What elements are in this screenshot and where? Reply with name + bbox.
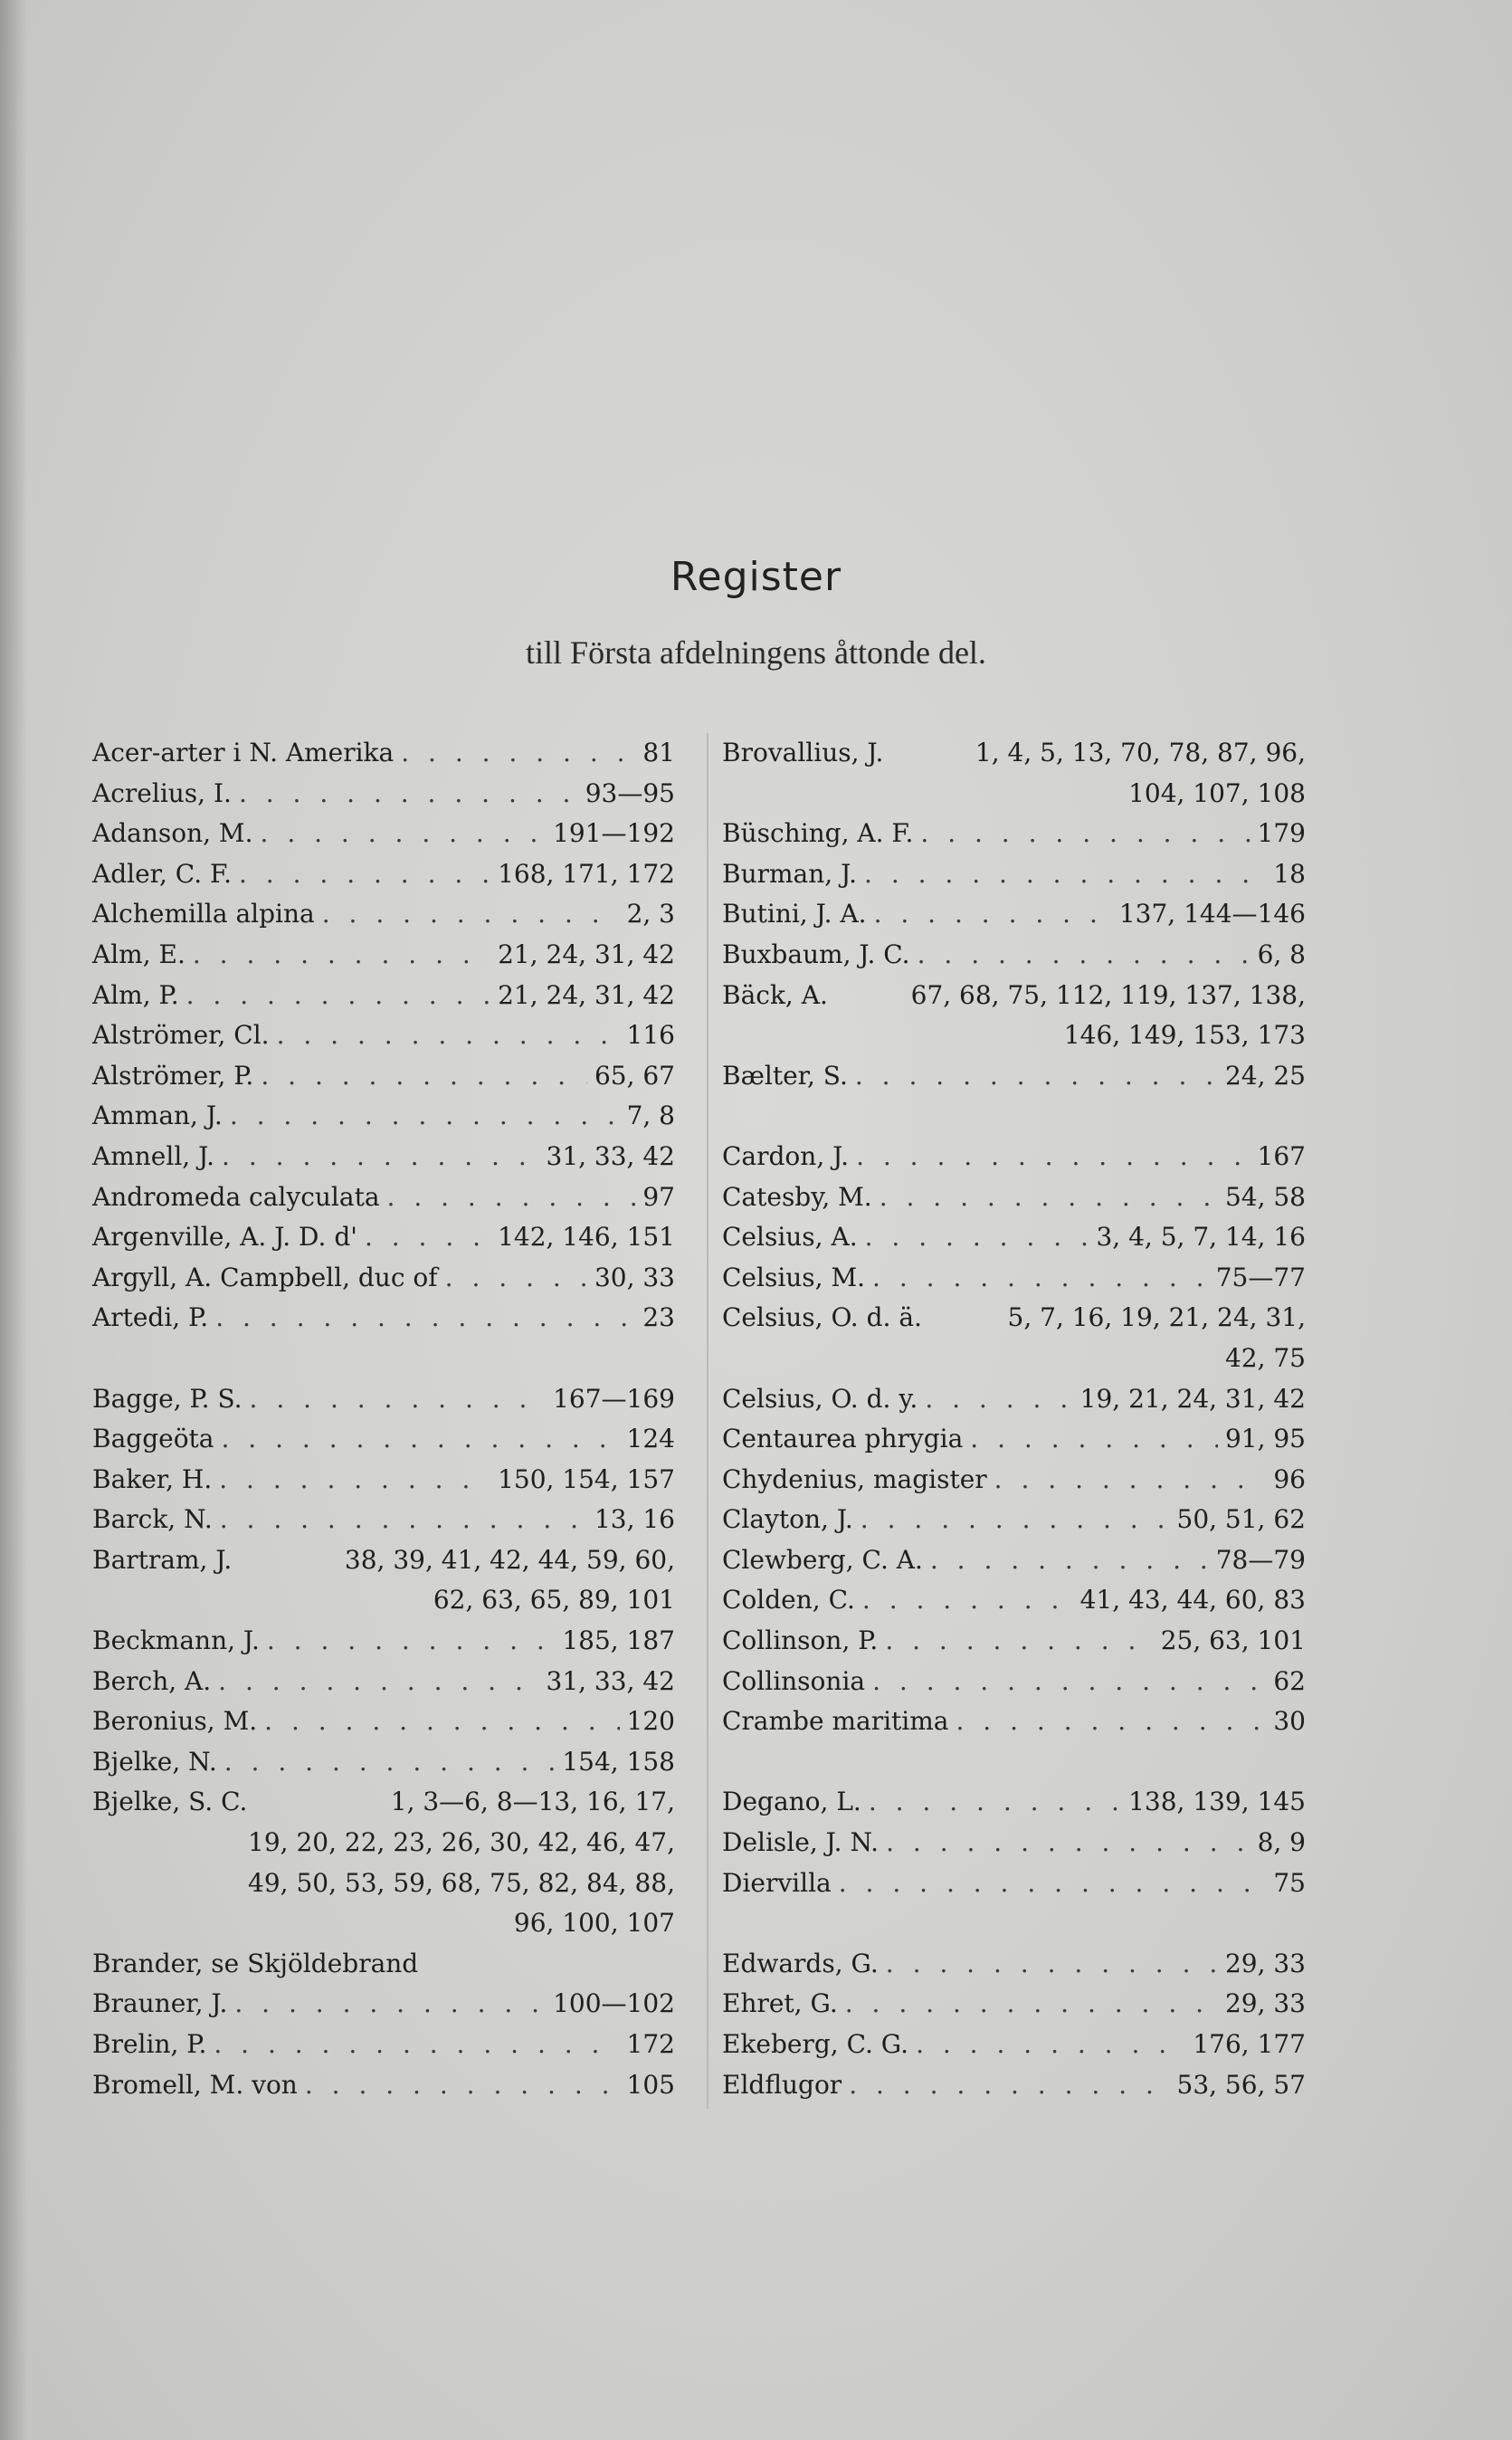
dot-leader bbox=[215, 1298, 635, 1339]
index-entry bbox=[722, 1540, 1306, 1581]
index-entry bbox=[722, 1984, 1306, 2025]
entry-page-refs: 185, 187 bbox=[562, 1625, 675, 1656]
dot-leader bbox=[214, 2025, 619, 2065]
entry-page-refs: 75 bbox=[1273, 1867, 1306, 1898]
entry-heading: Collinsonia bbox=[722, 1665, 866, 1696]
entry-page-refs: 105 bbox=[626, 2069, 675, 2100]
page-title: Register bbox=[670, 554, 842, 600]
index-entry bbox=[722, 1419, 1306, 1460]
index-entry bbox=[92, 1177, 675, 1218]
entry-heading: Celsius, O. d. y. bbox=[722, 1383, 918, 1414]
entry-page-refs: 6, 8 bbox=[1257, 939, 1306, 969]
page-edge-shadow bbox=[0, 0, 27, 2440]
entry-heading: Collinson, P. bbox=[722, 1625, 879, 1656]
dot-leader bbox=[277, 1015, 620, 1056]
entry-page-refs: 176, 177 bbox=[1193, 2029, 1306, 2059]
entry-page-refs: 67, 68, 75, 112, 119, 137, 138, bbox=[910, 979, 1306, 1010]
dot-leader bbox=[219, 1460, 490, 1501]
dot-leader bbox=[222, 1419, 620, 1460]
index-entry bbox=[92, 1460, 675, 1501]
index-entry bbox=[722, 894, 1306, 935]
dot-leader bbox=[869, 1782, 1121, 1823]
entry-page-refs: 54, 58 bbox=[1224, 1181, 1306, 1212]
entry-heading: Baker, H. bbox=[92, 1463, 213, 1494]
index-entry bbox=[722, 1217, 1306, 1258]
entry-page-refs-continued: 49, 50, 53, 59, 68, 75, 82, 84, 88, bbox=[248, 1867, 675, 1898]
dot-leader bbox=[918, 935, 1250, 976]
entry-heading: Argyll, A. Campbell, duc of bbox=[92, 1262, 438, 1292]
dot-leader bbox=[218, 1662, 538, 1702]
entry-page-refs: 29, 33 bbox=[1224, 1988, 1306, 2019]
entry-heading: Adler, C. F. bbox=[92, 858, 232, 889]
entry-page-refs: 24, 25 bbox=[1224, 1060, 1306, 1091]
dot-leader bbox=[322, 894, 620, 935]
entry-page-refs-continued: 96, 100, 107 bbox=[513, 1908, 675, 1939]
entry-page-refs: 154, 158 bbox=[562, 1746, 675, 1777]
index-entry bbox=[92, 774, 675, 815]
dot-leader bbox=[365, 1217, 490, 1258]
entry-page-refs: 3, 4, 5, 7, 14, 16 bbox=[1096, 1222, 1306, 1253]
entry-page-refs: 23 bbox=[642, 1302, 675, 1333]
entry-heading: Amnell, J. bbox=[92, 1140, 215, 1171]
dot-leader bbox=[261, 1056, 587, 1097]
index-entry bbox=[92, 2065, 675, 2106]
index-entry bbox=[92, 1258, 675, 1299]
entry-heading: Beckmann, J. bbox=[92, 1625, 260, 1656]
index-entry bbox=[92, 1015, 675, 1056]
index-entry bbox=[92, 1944, 675, 1985]
entry-page-refs: 150, 154, 157 bbox=[498, 1463, 675, 1494]
entry-heading: Bagge, P. S. bbox=[92, 1383, 242, 1414]
index-entry bbox=[92, 976, 675, 1016]
index-entry bbox=[722, 1500, 1306, 1540]
entry-page-refs: 1, 4, 5, 13, 70, 78, 87, 96, bbox=[975, 738, 1306, 767]
index-entry bbox=[92, 1217, 675, 1258]
entry-heading: Acer-arter i N. Amerika bbox=[92, 738, 395, 767]
entry-page-refs: 179 bbox=[1257, 818, 1306, 849]
dot-leader bbox=[445, 1258, 587, 1299]
entry-heading: Amman, J. bbox=[92, 1101, 223, 1131]
index-entry bbox=[92, 1419, 675, 1460]
dot-leader bbox=[267, 1621, 555, 1662]
dot-leader bbox=[845, 1984, 1218, 2025]
entry-page-refs: 31, 33, 42 bbox=[546, 1665, 675, 1696]
index-entry bbox=[722, 1823, 1306, 1863]
entry-heading: Alströmer, Cl. bbox=[92, 1020, 270, 1051]
index-entry bbox=[92, 814, 675, 854]
entry-heading: Baggeöta bbox=[92, 1424, 214, 1454]
entry-page-refs: 137, 144—146 bbox=[1118, 899, 1306, 929]
entry-heading: Eldflugor bbox=[722, 2069, 842, 2100]
dot-leader bbox=[930, 1540, 1209, 1581]
dot-leader bbox=[250, 1379, 547, 1420]
entry-page-refs: 91, 95 bbox=[1224, 1424, 1306, 1454]
index-entry bbox=[722, 1944, 1306, 1985]
dot-leader bbox=[239, 854, 490, 895]
dot-leader bbox=[224, 1742, 556, 1783]
entry-page-refs: 25, 63, 101 bbox=[1160, 1625, 1306, 1656]
entry-page-refs: 96 bbox=[1273, 1463, 1306, 1494]
index-entry bbox=[92, 1742, 675, 1783]
index-entry bbox=[722, 1137, 1306, 1177]
entry-page-refs: 120 bbox=[626, 1706, 675, 1737]
index-entry bbox=[92, 1379, 675, 1420]
dot-leader bbox=[861, 1500, 1170, 1540]
entry-heading: Buxbaum, J. C. bbox=[722, 939, 910, 969]
entry-page-refs: 29, 33 bbox=[1224, 1948, 1306, 1978]
dot-leader bbox=[970, 1419, 1218, 1460]
dot-leader bbox=[920, 814, 1250, 854]
entry-page-refs: 168, 171, 172 bbox=[498, 858, 675, 889]
entry-heading: Clayton, J. bbox=[722, 1504, 853, 1535]
dot-leader bbox=[872, 1258, 1209, 1299]
index-entry bbox=[722, 1298, 1306, 1378]
dot-leader bbox=[855, 1056, 1218, 1097]
entry-page-refs: 5, 7, 16, 19, 21, 24, 31, bbox=[1007, 1302, 1306, 1333]
entry-page-refs: 142, 146, 151 bbox=[498, 1222, 675, 1253]
entry-heading: Centaurea phrygia bbox=[722, 1424, 964, 1454]
dot-leader bbox=[885, 1621, 1153, 1662]
entry-page-refs: 93—95 bbox=[585, 777, 675, 808]
entry-page-refs: 116 bbox=[626, 1020, 675, 1051]
entry-heading: Delisle, J. N. bbox=[722, 1827, 880, 1858]
entry-heading: Celsius, A. bbox=[722, 1222, 858, 1253]
entry-page-refs: 100—102 bbox=[553, 1988, 675, 2019]
index-entry bbox=[92, 1096, 675, 1137]
entry-heading: Degano, L. bbox=[722, 1787, 861, 1817]
index-entry bbox=[92, 2025, 675, 2065]
entry-heading: Clewberg, C. A. bbox=[722, 1544, 923, 1575]
index-entry bbox=[92, 1298, 675, 1339]
index-entry bbox=[722, 2065, 1306, 2106]
entry-page-refs: 172 bbox=[626, 2029, 675, 2059]
dot-leader bbox=[264, 1701, 619, 1742]
dot-leader bbox=[886, 1944, 1218, 1985]
entry-page-refs: 18 bbox=[1273, 858, 1306, 889]
index-entry bbox=[722, 1056, 1306, 1097]
dot-leader bbox=[862, 1580, 1073, 1621]
entry-page-refs-continued: 62, 63, 65, 89, 101 bbox=[433, 1585, 675, 1616]
dot-leader bbox=[886, 1823, 1250, 1863]
entry-heading: Barck, N. bbox=[92, 1504, 213, 1535]
entry-page-refs: 41, 43, 44, 60, 83 bbox=[1079, 1585, 1306, 1616]
entry-page-refs: 65, 67 bbox=[594, 1060, 675, 1091]
entry-page-refs: 13, 16 bbox=[594, 1504, 675, 1535]
entry-page-refs: 138, 139, 145 bbox=[1128, 1787, 1306, 1817]
entry-page-refs: 38, 39, 41, 42, 44, 59, 60, bbox=[344, 1544, 675, 1575]
entry-heading: Bjelke, N. bbox=[92, 1746, 217, 1777]
dot-leader bbox=[956, 1701, 1266, 1742]
entry-page-refs: 97 bbox=[642, 1181, 675, 1212]
entry-page-refs: 78—79 bbox=[1215, 1544, 1306, 1575]
dot-leader bbox=[239, 774, 578, 815]
dot-leader bbox=[839, 1863, 1267, 1904]
entry-heading: Chydenius, magister bbox=[722, 1463, 987, 1494]
dot-leader bbox=[305, 2065, 620, 2106]
entry-heading: Adanson, M. bbox=[92, 818, 253, 849]
index-entry bbox=[92, 1662, 675, 1702]
entry-heading: Crambe maritima bbox=[722, 1706, 949, 1737]
entry-heading: Alströmer, P. bbox=[92, 1060, 254, 1091]
index-entry bbox=[722, 1621, 1306, 1662]
entry-page-refs: 7, 8 bbox=[626, 1101, 675, 1131]
dot-leader bbox=[874, 894, 1112, 935]
entry-page-refs: 21, 24, 31, 42 bbox=[498, 979, 675, 1010]
entry-heading: Ehret, G. bbox=[722, 1988, 838, 2019]
entry-page-refs: 2, 3 bbox=[626, 899, 675, 929]
entry-page-refs-continued: 42, 75 bbox=[1224, 1342, 1306, 1373]
entry-heading: Beronius, M. bbox=[92, 1706, 258, 1737]
dot-leader bbox=[856, 1137, 1250, 1177]
index-entry bbox=[92, 1056, 675, 1097]
entry-heading: Brelin, P. bbox=[92, 2029, 207, 2059]
index-entry bbox=[722, 1662, 1306, 1702]
index-entry bbox=[92, 1984, 675, 2025]
entry-heading: Argenville, A. J. D. d' bbox=[92, 1222, 357, 1253]
index-entry bbox=[92, 854, 675, 895]
entry-heading: Edwards, G. bbox=[722, 1948, 879, 1978]
entry-heading: Cardon, J. bbox=[722, 1140, 850, 1171]
index-column-left bbox=[92, 733, 675, 2105]
entry-page-refs: 1, 3—6, 8—13, 16, 17, bbox=[390, 1787, 675, 1817]
index-entry bbox=[722, 854, 1306, 895]
index-entry bbox=[92, 1500, 675, 1540]
entry-heading: Büsching, A. F. bbox=[722, 818, 914, 849]
entry-heading: Celsius, O. d. ä. bbox=[722, 1302, 922, 1333]
page-subtitle: till Första afdelningens åttonde del. bbox=[526, 634, 986, 671]
dot-leader bbox=[401, 733, 635, 774]
dot-leader bbox=[387, 1177, 636, 1218]
entry-heading: Catesby, M. bbox=[722, 1181, 872, 1212]
entry-page-refs: 31, 33, 42 bbox=[546, 1140, 675, 1171]
index-entry bbox=[92, 894, 675, 935]
index-entry bbox=[722, 976, 1306, 1056]
index-entry bbox=[722, 1258, 1306, 1299]
entry-heading: Brauner, J. bbox=[92, 1988, 228, 2019]
index-entry bbox=[722, 814, 1306, 854]
entry-page-refs-continued: 104, 107, 108 bbox=[1128, 777, 1306, 808]
entry-heading: Alchemilla alpina bbox=[92, 899, 315, 929]
dot-leader bbox=[925, 1379, 1072, 1420]
dot-leader bbox=[849, 2065, 1169, 2106]
column-divider bbox=[707, 733, 708, 2109]
index-entry bbox=[722, 1379, 1306, 1420]
index-entry bbox=[92, 935, 675, 976]
entry-page-refs: 30, 33 bbox=[594, 1262, 675, 1292]
index-entry bbox=[722, 1863, 1306, 1904]
entry-heading: Butini, J. A. bbox=[722, 899, 867, 929]
index-entry bbox=[722, 1701, 1306, 1742]
dot-leader bbox=[234, 1984, 546, 2025]
entry-heading: Bælter, S. bbox=[722, 1060, 848, 1091]
index-entry bbox=[92, 1621, 675, 1662]
entry-heading: Alm, P. bbox=[92, 979, 179, 1010]
entry-heading: Bartram, J. bbox=[92, 1544, 233, 1575]
entry-heading: Bromell, M. von bbox=[92, 2069, 298, 2100]
entry-page-refs-continued: 19, 20, 22, 23, 26, 30, 42, 46, 47, bbox=[248, 1827, 675, 1858]
dot-leader bbox=[186, 976, 490, 1016]
dot-leader bbox=[230, 1096, 620, 1137]
index-column-right bbox=[722, 733, 1306, 2105]
entry-page-refs: 124 bbox=[626, 1424, 675, 1454]
entry-page-refs: 53, 56, 57 bbox=[1176, 2069, 1306, 2100]
index-entry bbox=[92, 733, 675, 774]
dot-leader bbox=[193, 935, 490, 976]
entry-page-refs: 21, 24, 31, 42 bbox=[498, 939, 675, 969]
entry-heading: Ekeberg, C. G. bbox=[722, 2029, 909, 2059]
entry-heading: Burman, J. bbox=[722, 858, 858, 889]
index-entry bbox=[92, 1540, 675, 1621]
dot-leader bbox=[220, 1500, 587, 1540]
dot-leader bbox=[261, 814, 547, 854]
entry-heading: Alm, E. bbox=[92, 939, 185, 969]
entry-heading: Brovallius, J. bbox=[722, 738, 884, 767]
entry-page-refs: 19, 21, 24, 31, 42 bbox=[1079, 1383, 1306, 1414]
index-entry bbox=[722, 2025, 1306, 2065]
entry-heading: Acrelius, I. bbox=[92, 777, 232, 808]
entry-page-refs: 30 bbox=[1273, 1706, 1306, 1737]
entry-heading: Diervilla bbox=[722, 1867, 832, 1898]
index-entry bbox=[722, 733, 1306, 814]
index-entry bbox=[92, 1782, 675, 1943]
entry-page-refs: 75—77 bbox=[1215, 1262, 1306, 1292]
index-entry bbox=[92, 1137, 675, 1177]
entry-heading: Bäck, A. bbox=[722, 979, 828, 1010]
dot-leader bbox=[916, 2025, 1185, 2065]
entry-page-refs: 62 bbox=[1273, 1665, 1306, 1696]
entry-page-refs: 167—169 bbox=[553, 1383, 675, 1414]
entry-page-refs: 8, 9 bbox=[1257, 1827, 1306, 1858]
entry-heading: Colden, C. bbox=[722, 1585, 855, 1616]
dot-leader bbox=[865, 1217, 1089, 1258]
entry-heading: Brander, se Skjöldebrand bbox=[92, 1948, 419, 1978]
dot-leader bbox=[222, 1137, 538, 1177]
entry-page-refs-continued: 146, 149, 153, 173 bbox=[1063, 1020, 1306, 1051]
dot-leader bbox=[880, 1177, 1218, 1218]
index-entry bbox=[722, 935, 1306, 976]
entry-heading: Berch, A. bbox=[92, 1665, 212, 1696]
entry-page-refs: 50, 51, 62 bbox=[1176, 1504, 1306, 1535]
entry-heading: Artedi, P. bbox=[92, 1302, 209, 1333]
entry-page-refs: 191—192 bbox=[553, 818, 675, 849]
entry-page-refs: 81 bbox=[642, 738, 675, 767]
entry-page-refs: 167 bbox=[1257, 1140, 1306, 1171]
entry-heading: Celsius, M. bbox=[722, 1262, 866, 1292]
index-entry bbox=[722, 1782, 1306, 1823]
index-entry bbox=[92, 1701, 675, 1742]
dot-leader bbox=[864, 854, 1266, 895]
dot-leader bbox=[994, 1460, 1267, 1501]
index-entry bbox=[722, 1177, 1306, 1218]
entry-heading: Bjelke, S. C. bbox=[92, 1787, 248, 1817]
index-entry bbox=[722, 1580, 1306, 1621]
dot-leader bbox=[872, 1662, 1266, 1702]
entry-heading: Andromeda calyculata bbox=[92, 1181, 380, 1212]
index-entry bbox=[722, 1460, 1306, 1501]
